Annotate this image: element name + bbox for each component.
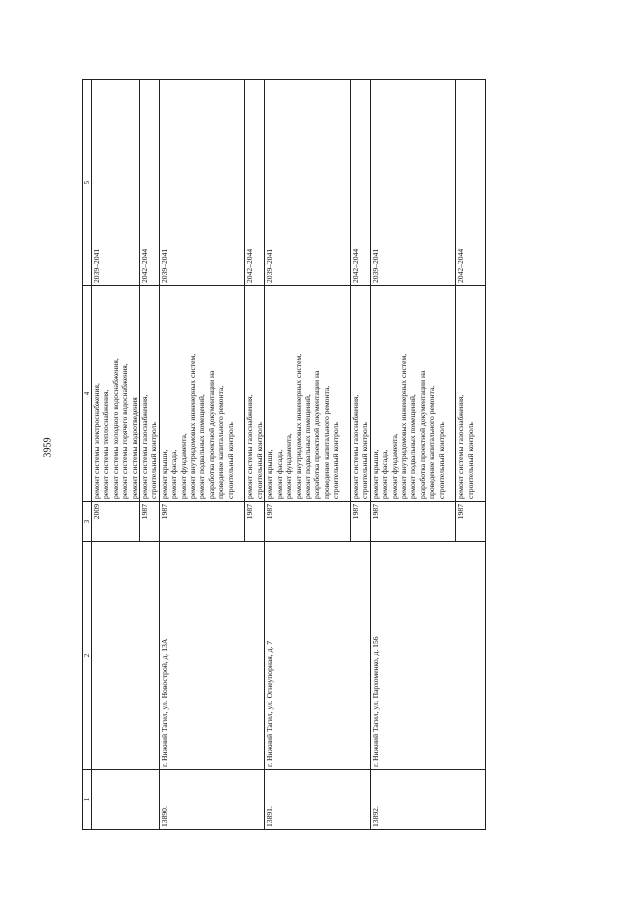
work-item: разработка проектной документации на bbox=[312, 370, 322, 499]
capital-repair-table bbox=[82, 79, 486, 830]
row-number: 13890. bbox=[159, 770, 264, 830]
works-list bbox=[350, 286, 370, 502]
commission-year: 1987 bbox=[245, 502, 265, 542]
column-number: 1 bbox=[83, 770, 92, 830]
repair-period: 2039–2041 bbox=[265, 80, 351, 286]
work-item: строительный контроль bbox=[254, 422, 264, 499]
table-row bbox=[92, 80, 140, 830]
address: г. Нижний Тагил, ул. Пархоменко, д. 156 bbox=[370, 542, 485, 770]
commission-year: 1987 bbox=[159, 502, 245, 542]
work-item: строительный контроль bbox=[436, 422, 446, 499]
address: г. Нижний Тагил, ул. Новострой, д. 13А bbox=[159, 542, 264, 770]
work-item: ремонт системы водоотведения bbox=[129, 397, 139, 499]
repair-period: 2042–2044 bbox=[350, 80, 370, 286]
column-number-row bbox=[83, 80, 92, 830]
commission-year: 1987 bbox=[370, 502, 456, 542]
repair-period: 2039–2041 bbox=[370, 80, 456, 286]
address: г. Нижний Тагил, ул. Огнеупорная, д. 7 bbox=[265, 542, 370, 770]
commission-year: 1987 bbox=[456, 502, 485, 542]
work-item: строительный контроль bbox=[331, 422, 341, 499]
work-item: ремонт подвальных помещений, bbox=[197, 394, 207, 499]
work-item: ремонт системы газоснабжения, bbox=[245, 394, 255, 499]
work-item: разработка проектной документации на bbox=[206, 370, 216, 499]
work-item: ремонт внутридомовых инженерных систем, bbox=[188, 353, 198, 499]
work-item: ремонт фасада, bbox=[274, 449, 284, 499]
work-item: ремонт системы холодного водоснабжения, bbox=[110, 358, 120, 499]
work-item: разработка проектной документации на bbox=[417, 370, 427, 499]
repair-period: 2039–2041 bbox=[159, 80, 245, 286]
work-item: ремонт системы горячего водоснабжения, bbox=[120, 363, 130, 499]
work-item: ремонт фундамента, bbox=[178, 433, 188, 499]
column-number: 5 bbox=[83, 80, 92, 286]
address bbox=[92, 542, 160, 770]
works-list bbox=[140, 286, 160, 502]
work-item: проведение капитального ремонта, bbox=[427, 385, 437, 499]
work-item: ремонт крыши, bbox=[370, 449, 380, 499]
work-item: ремонт системы электроснабжения, bbox=[92, 383, 101, 499]
work-item: ремонт фасада, bbox=[380, 449, 390, 499]
works-list bbox=[92, 286, 140, 502]
row-number: 13892. bbox=[370, 770, 485, 830]
repair-period: 2042–2044 bbox=[456, 80, 485, 286]
work-item: ремонт системы газоснабжения, bbox=[140, 394, 150, 499]
work-item: проведение капитального ремонта, bbox=[321, 385, 331, 499]
commission-year: 1987 bbox=[350, 502, 370, 542]
work-item: строительный контроль bbox=[149, 422, 159, 499]
work-item: строительный контроль bbox=[360, 422, 370, 499]
works-list bbox=[245, 286, 265, 502]
table-row bbox=[370, 80, 456, 830]
table-row bbox=[159, 80, 245, 830]
work-item: строительный контроль bbox=[225, 422, 235, 499]
work-item: ремонт фасада, bbox=[169, 449, 179, 499]
work-item: ремонт подвальных помещений, bbox=[302, 394, 312, 499]
work-item: ремонт фундамента, bbox=[389, 433, 399, 499]
work-item: ремонт подвальных помещений, bbox=[408, 394, 418, 499]
row-number bbox=[92, 770, 160, 830]
work-item: ремонт крыши, bbox=[265, 449, 275, 499]
work-item: ремонт внутридомовых инженерных систем, bbox=[398, 353, 408, 499]
works-list bbox=[265, 286, 351, 502]
repair-period: 2039–2041 bbox=[92, 80, 140, 286]
table-row bbox=[265, 80, 351, 830]
column-number: 4 bbox=[83, 286, 92, 502]
column-number: 2 bbox=[83, 542, 92, 770]
repair-period: 2042–2044 bbox=[245, 80, 265, 286]
repair-period: 2042–2044 bbox=[140, 80, 160, 286]
work-item: ремонт внутридомовых инженерных систем, bbox=[293, 353, 303, 499]
work-item: ремонт системы теплоснабжения, bbox=[101, 389, 111, 499]
work-item: ремонт фундамента, bbox=[284, 433, 294, 499]
work-item: ремонт крыши, bbox=[159, 449, 169, 499]
column-number: 3 bbox=[83, 502, 92, 542]
work-item: ремонт системы газоснабжения, bbox=[456, 394, 466, 499]
row-number: 13891. bbox=[265, 770, 370, 830]
work-item: строительный контроль bbox=[465, 422, 475, 499]
work-item: проведение капитального ремонта, bbox=[216, 385, 226, 499]
work-item: ремонт системы газоснабжения, bbox=[350, 394, 360, 499]
works-list bbox=[456, 286, 485, 502]
works-list bbox=[159, 286, 245, 502]
commission-year: 1987 bbox=[140, 502, 160, 542]
works-list bbox=[370, 286, 456, 502]
commission-year: 1987 bbox=[265, 502, 351, 542]
commission-year: 2009 bbox=[92, 502, 140, 542]
page-number: 3959 bbox=[42, 437, 54, 458]
rotated-table-container bbox=[82, 80, 576, 830]
